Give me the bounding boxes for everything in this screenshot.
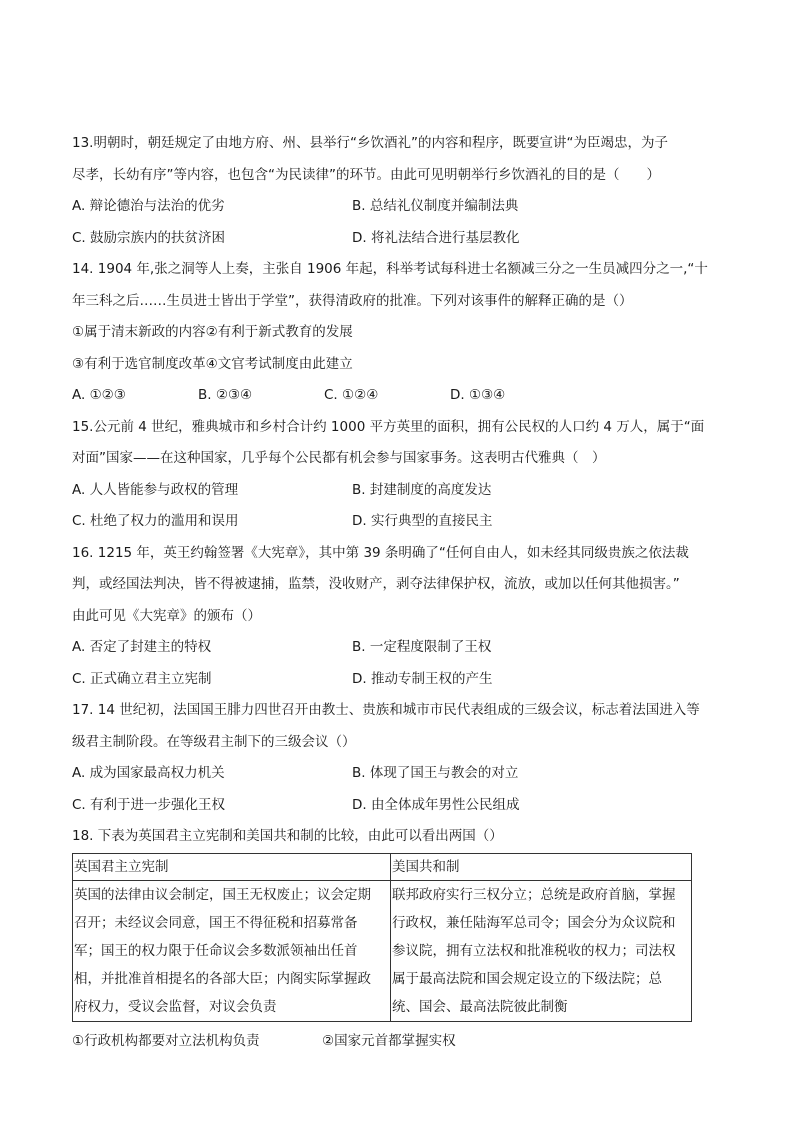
table-cell-uk-line: 英国的法律由议会制定，国王无权废止；议会定期: [74, 886, 371, 903]
question-13-option-a: A. 辩论德治与法治的优劣: [72, 198, 225, 214]
question-16-option-c: C. 正式确立君主立宪制: [72, 670, 212, 687]
question-16-option-d: D. 推动专制王权的产生: [352, 670, 493, 687]
question-14-statements-1: ①属于清末新政的内容②有利于新式教育的发展: [72, 324, 353, 340]
table-cell-uk-line: 召开；未经议会同意，国王不得征税和招募常备: [74, 914, 358, 931]
question-16-options-row-2: [72, 664, 722, 696]
question-16-stem-line-3: 由此可见《大宪章》的颁布（）: [72, 607, 261, 624]
question-18: [72, 821, 722, 1056]
question-17-option-c: C. 有利于进一步强化王权: [72, 796, 226, 813]
question-15-option-d: D. 实行典型的直接民主: [352, 513, 493, 529]
question-15-options-row-1: [72, 475, 722, 507]
question-13-option-b: B. 总结礼仪制度并编制法典: [352, 198, 519, 214]
table-row: [73, 880, 692, 1021]
table-cell-uk-line: 军；国王的权力限于任命议会多数派领袖出任首: [74, 942, 358, 959]
question-16-option-b: B. 一定程度限制了王权: [352, 639, 492, 655]
question-15-options-row-2: [72, 506, 722, 538]
question-18-statements: [72, 1026, 722, 1056]
question-14-option-d: D. ①③④: [450, 387, 506, 403]
question-14-option-b: B. ②③④: [198, 387, 253, 403]
question-list: [72, 128, 722, 1056]
question-13-option-d: D. 将礼法结合进行基层教化: [352, 229, 520, 246]
comparison-table: [72, 853, 692, 1022]
table-cell-us-line: 统、国会、最高法院彼此制衡: [392, 998, 568, 1015]
question-13-options-row-1: [72, 191, 722, 223]
question-15-stem-line-1: 15.公元前 4 世纪，雅典城市和乡村合计约 1000 平方英里的面积，拥有公民权的人口约 4 万人，属于“面: [72, 418, 705, 435]
table-cell-us-line: 行政权，兼任陆海军总司令；国会分为众议院和: [392, 914, 676, 931]
table-header-uk: 英国君主立宪制: [73, 853, 391, 880]
question-16-stem-line-2: 判，或经国法判决，皆不得被逮捕，监禁，没收财产，剥夺法律保护权，流放，或加以任何其他损害。”: [72, 576, 680, 592]
table-cell-uk-line: 相，并批准首相提名的各部大臣；内阁实际掌握政: [74, 970, 371, 987]
question-17-option-a: A. 成为国家最高权力机关: [72, 765, 225, 781]
question-17-option-b: B. 体现了国王与教会的对立: [352, 765, 519, 781]
table-cell-us-line: 属于最高法院和国会规定设立的下级法院；总: [392, 970, 662, 987]
question-15-option-c: C. 杜绝了权力的滥用和误用: [72, 513, 239, 529]
table-cell-uk: [73, 880, 391, 1021]
question-15-stem-line-2: 对面”国家——在这种国家，几乎每个公民都有机会参与国家事务。这表明古代雅典（ ）: [72, 450, 606, 466]
table-cell-us-line: 联邦政府实行三权分立；总统是政府首脑，掌握: [392, 886, 676, 903]
question-14: [72, 254, 722, 412]
question-16-option-a: A. 否定了封建主的特权: [72, 639, 212, 655]
table-header-row: [73, 853, 692, 880]
question-17-stem-line-1: 17. 14 世纪初，法国国王腓力四世召开由教士、贵族和城市市民代表组成的三级会议，标志着法国进入等: [72, 702, 700, 718]
question-14-stem-line-1: 14. 1904 年,张之洞等人上奏，主张自 1906 年起，科举考试每科进士名额减三分之一生员减四分之一,“十: [72, 261, 708, 277]
question-13-stem-line-1: 13.明朝时，朝廷规定了由地方府、州、县举行“乡饮酒礼”的内容和程序，既要宣讲“为臣竭忠，为子: [72, 135, 668, 151]
question-16-options-row-1: [72, 632, 722, 664]
question-14-options-row: [72, 380, 722, 412]
question-15-option-a: A. 人人皆能参与政权的管理: [72, 481, 239, 498]
question-13-options-row-2: [72, 223, 722, 255]
question-14-option-a: A. ①②③: [72, 387, 126, 403]
question-16-stem-line-1: 16. 1215 年，英王约翰签署《大宪章》，其中第 39 条明确了“任何自由人，如未经其同级贵族之依法裁: [72, 544, 689, 561]
question-17: [72, 695, 722, 821]
question-14-option-c: C. ①②④: [324, 387, 379, 403]
question-18-stem-line-1: 18. 下表为英国君主立宪制和美国共和制的比较，由此可以看出两国（）: [72, 828, 503, 844]
question-17-stem-line-2: 级君主制阶段。在等级君主制下的三级会议（）: [72, 733, 356, 750]
question-15-option-b: B. 封建制度的高度发达: [352, 481, 492, 498]
question-13-stem-line-2: 尽孝，长幼有序”等内容，也包含“为民读律”的环节。由此可见明朝举行乡饮酒礼的目的是（ ）: [72, 166, 660, 183]
question-13: [72, 128, 722, 254]
question-17-options-row-2: [72, 790, 722, 822]
question-15: [72, 412, 722, 538]
table-cell-us: [391, 880, 692, 1021]
question-17-options-row-1: [72, 758, 722, 790]
question-18-statement-2: ②国家元首都掌握实权: [322, 1032, 456, 1049]
table-header-us: 美国共和制: [391, 853, 692, 880]
question-18-statement-1: ①行政机构都要对立法机构负责: [72, 1032, 260, 1049]
table-cell-us-line: 参议院，拥有立法权和批准税收的权力；司法权: [392, 942, 676, 959]
table-cell-uk-line: 府权力，受议会监督，对议会负责: [74, 998, 277, 1015]
question-14-statements-2: ③有利于选官制度改革④文官考试制度由此建立: [72, 355, 353, 372]
question-17-option-d: D. 由全体成年男性公民组成: [352, 796, 520, 813]
question-16: [72, 538, 722, 696]
question-14-stem-line-2: 年三科之后……生员进士皆出于学堂”，获得清政府的批准。下列对该事件的解释正确的是（）: [72, 292, 633, 309]
question-13-option-c: C. 鼓励宗族内的扶贫济困: [72, 229, 226, 246]
